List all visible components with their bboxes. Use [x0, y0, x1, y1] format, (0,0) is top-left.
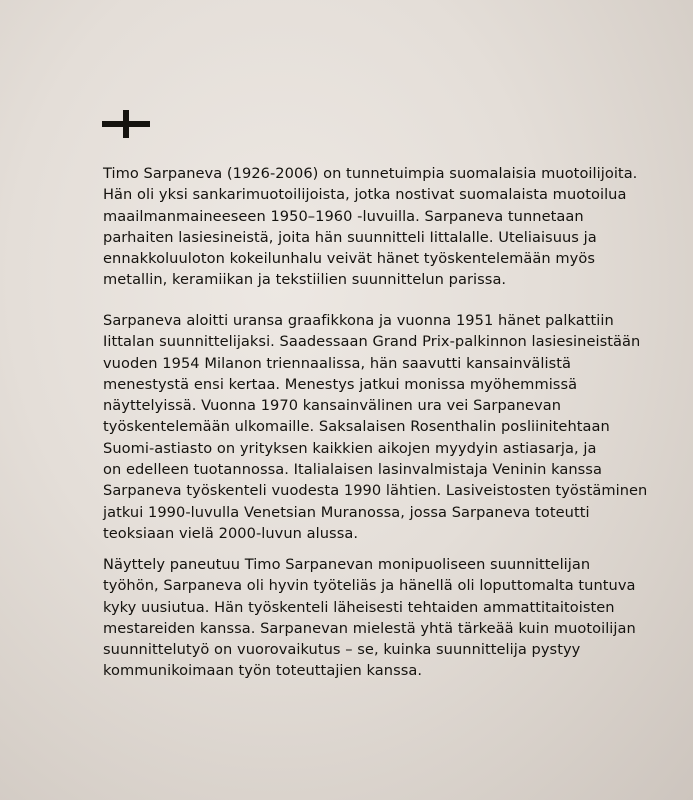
paragraph-1 [103, 163, 663, 291]
paragraph-line: kyky uusiutua. Hän työskenteli läheisesti tehtaiden ammattitaitoisten [103, 598, 615, 616]
paragraph-line: ennakkoluuloton kokeilunhalu veivät hänet työskentelemään myös [103, 250, 595, 268]
paragraph-line: Sarpaneva työskenteli vuodesta 1990 lähtien. Lasiveistosten työstäminen [103, 482, 648, 500]
paragraph-line: vuoden 1954 Milanon triennaalissa, hän saavutti kansainvälistä [103, 354, 571, 372]
paragraph-line: metallin, keramiikan ja tekstiilien suunnittelun parissa. [103, 271, 507, 289]
paragraph-line: Suomi-astiasto on yrityksen kaikkien aikojen myydyin astiasarja, ja [103, 439, 597, 457]
paragraph-2 [103, 310, 663, 544]
paragraph-line: menestystä ensi kertaa. Menestys jatkui monissa myöhemmissä [103, 375, 578, 393]
paragraph-line: on edelleen tuotannossa. Italialaisen lasinvalmistaja Veninin kanssa [103, 461, 602, 479]
paragraph-line: mestareiden kanssa. Sarpanevan mielestä yhtä tärkeää kuin muotoilijan [103, 619, 636, 637]
paragraph-line: Timo Sarpaneva (1926-2006) on tunnetuimpia suomalaisia muotoilijoita. [103, 165, 638, 182]
paragraph-line: työskentelemään ulkomaille. Saksalaisen Rosenthalin posliinitehtaan [103, 418, 610, 436]
plus-icon [102, 110, 150, 138]
paragraph-line: suunnittelutyö on vuorovaikutus – se, kuinka suunnittelija pystyy [103, 641, 581, 659]
paragraph-line: näyttelyissä. Vuonna 1970 kansainvälinen ura vei Sarpanevan [103, 397, 562, 415]
paragraph-line: Sarpaneva aloitti uransa graafikkona ja vuonna 1951 hänet palkattiin [103, 312, 614, 329]
paragraph-line: työhön, Sarpaneva oli hyvin työteliäs ja hänellä oli loputtomalta tuntuva [103, 577, 636, 595]
paragraph-3 [103, 554, 663, 682]
paragraph-line: Hän oli yksi sankarimuotoilijoista, jotka nostivat suomalaista muotoilua [103, 186, 627, 204]
paragraph-line: kommunikoimaan työn toteuttajien kanssa. [103, 662, 423, 680]
paragraph-line: maailmanmaineeseen 1950–1960 -luvuilla. Sarpaneva tunnetaan [103, 207, 584, 225]
paragraph-line: jatkui 1990-luvulla Venetsian Muranossa, jossa Sarpaneva toteutti [103, 503, 590, 521]
paragraph-line: Näyttely paneutuu Timo Sarpanevan monipuoliseen suunnittelijan [103, 556, 591, 573]
paragraph-line: teoksiaan vielä 2000-luvun alussa. [103, 524, 359, 542]
paragraph-line: parhaiten lasiesineistä, joita hän suunnitteli Iittalalle. Uteliaisuus ja [103, 228, 597, 246]
paragraph-line: Iittalan suunnittelijaksi. Saadessaan Grand Prix-palkinnon lasiesineistään [103, 333, 641, 351]
